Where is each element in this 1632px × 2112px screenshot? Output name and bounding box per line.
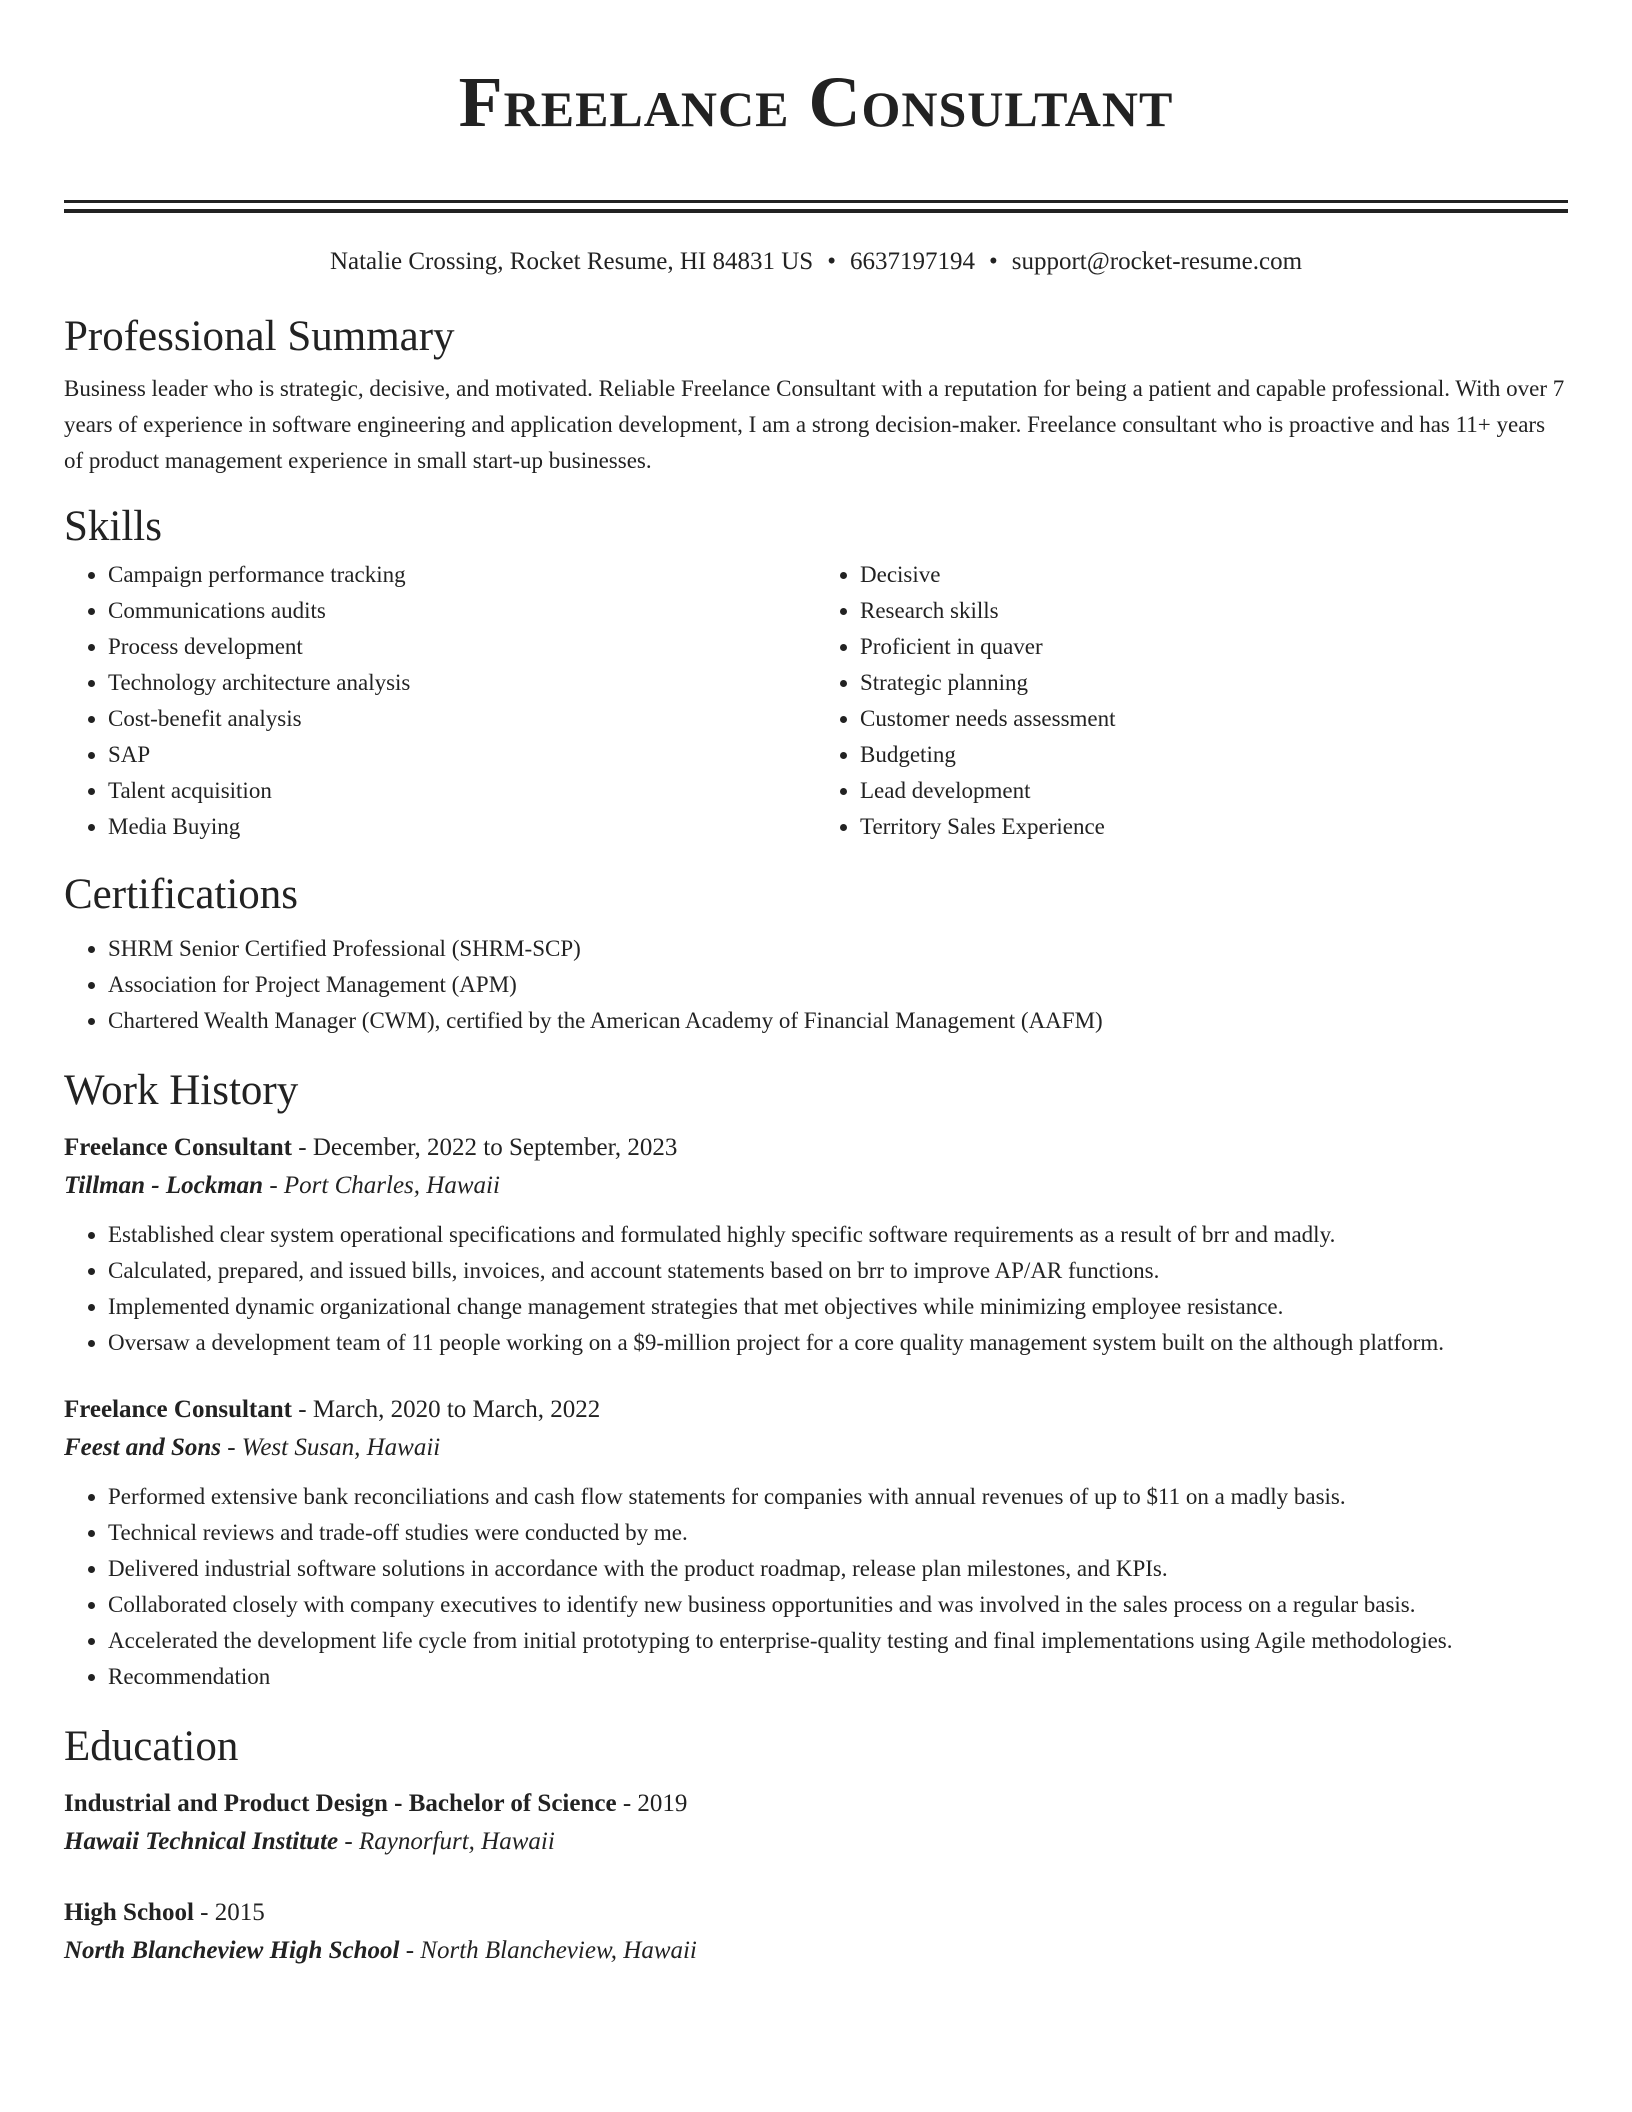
education-entry <box>64 1894 1568 1970</box>
education-entry <box>64 1785 1568 1861</box>
skill-item: • Strategic planning <box>860 665 1568 701</box>
resume-title: Freelance Consultant <box>458 62 1174 142</box>
skill-item: • Decisive <box>860 557 1568 593</box>
education-school-line <box>64 1823 1568 1861</box>
skill-item: • Technology architecture analysis <box>108 665 816 701</box>
skill-item: • Lead development <box>860 773 1568 809</box>
education-degree-line <box>64 1785 1568 1823</box>
certifications-section <box>64 869 1568 1039</box>
job-bullet: • Implemented dynamic organizational change management strategies that met objectives while minimizing employee resistance. <box>108 1289 1568 1325</box>
title-rule-bottom <box>64 209 1568 213</box>
summary-section <box>64 311 1568 479</box>
certifications-list <box>64 931 1568 1039</box>
education-location: - Raynorfurt, Hawaii <box>338 1828 555 1855</box>
skill-item: • Customer needs assessment <box>860 701 1568 737</box>
title-rule-top <box>64 200 1568 203</box>
education-degree: Industrial and Product Design - Bachelor of Science <box>64 1790 617 1817</box>
job-bullets <box>64 1217 1568 1361</box>
skill-item: • Talent acquisition <box>108 773 816 809</box>
job-title-line <box>64 1129 1568 1167</box>
skill-item: • Media Buying <box>108 809 816 845</box>
job-bullet: • Performed extensive bank reconciliations and cash flow statements for companies with annual revenues of up to $11 on a madly basis. <box>108 1479 1568 1515</box>
job-title-line <box>64 1391 1568 1429</box>
education-school: North Blancheview High School <box>64 1937 400 1964</box>
education-location: - North Blancheview, Hawaii <box>399 1937 697 1964</box>
skills-heading: Skills <box>64 503 162 550</box>
skill-item: • Territory Sales Experience <box>860 809 1568 845</box>
job-dates: - December, 2022 to September, 2023 <box>292 1134 678 1161</box>
skill-item: • Budgeting <box>860 737 1568 773</box>
contact-email: support@rocket-resume.com <box>1011 248 1303 275</box>
certification-item: • Chartered Wealth Manager (CWM), certified by the American Academy of Financial Management (AAFM) <box>108 1003 1568 1039</box>
skill-item: • Process development <box>108 629 816 665</box>
job-title: Freelance Consultant <box>64 1134 292 1161</box>
job-company: Feest and Sons <box>64 1434 221 1461</box>
job-bullet: • Collaborated closely with company executives to identify new business opportunities and was involved in the sales process on a regular basis. <box>108 1587 1568 1623</box>
certification-item: • Association for Project Management (APM) <box>108 967 1568 1003</box>
skills-section <box>64 501 1568 845</box>
job-bullets <box>64 1479 1568 1695</box>
job-bullet: • Calculated, prepared, and issued bills, invoices, and account statements based on brr to improve AP/AR functions. <box>108 1253 1568 1289</box>
skills-list-right <box>816 557 1568 845</box>
summary-text: Business leader who is strategic, decisive, and motivated. Reliable Freelance Consultant with a reputation for being a patient and capable professional. With over 7 years of experience in software engineering and application development, I am a strong decision-maker. Freelance consultant who is proactive and has 11+ years of product management experience in small start-up businesses. <box>64 376 1565 473</box>
job-company-line <box>64 1167 1568 1205</box>
certifications-heading: Certifications <box>64 871 299 918</box>
contact-separator: • <box>988 248 998 275</box>
skill-item: • SAP <box>108 737 816 773</box>
skill-item: • Cost-benefit analysis <box>108 701 816 737</box>
job-company: Tillman - Lockman <box>64 1172 264 1199</box>
job-entry <box>64 1391 1568 1695</box>
certification-item: • SHRM Senior Certified Professional (SHRM-SCP) <box>108 931 1568 967</box>
skill-item: • Campaign performance tracking <box>108 557 816 593</box>
skill-item: • Proficient in quaver <box>860 629 1568 665</box>
job-bullet: • Oversaw a development team of 11 people working on a $9-million project for a core quality management system built on the although platform. <box>108 1325 1568 1361</box>
education-year: - 2019 <box>616 1790 688 1817</box>
summary-heading: Professional Summary <box>64 313 455 360</box>
skills-list-left <box>64 557 816 845</box>
job-entry <box>64 1129 1568 1361</box>
education-heading: Education <box>64 1723 239 1770</box>
job-title: Freelance Consultant <box>64 1396 292 1423</box>
job-bullet: • Technical reviews and trade-off studies were conducted by me. <box>108 1515 1568 1551</box>
job-bullet: • Established clear system operational specifications and formulated highly specific software requirements as a result of brr and madly. <box>108 1217 1568 1253</box>
job-location: - Port Charles, Hawaii <box>263 1172 500 1199</box>
skill-item: • Research skills <box>860 593 1568 629</box>
education-school: Hawaii Technical Institute <box>64 1828 339 1855</box>
job-bullet: • Accelerated the development life cycle from initial prototyping to enterprise-quality testing and final implementations using Agile methodologies. <box>108 1623 1568 1659</box>
job-bullet: • Recommendation <box>108 1659 1568 1695</box>
work-history-heading: Work History <box>64 1067 299 1114</box>
education-school-line <box>64 1932 1568 1970</box>
contact-separator: • <box>827 248 836 275</box>
contact-address: Natalie Crossing, Rocket Resume, HI 84831 US <box>329 248 814 275</box>
education-degree-line <box>64 1894 1568 1932</box>
job-company-line <box>64 1429 1568 1467</box>
contact-phone: 6637197194 <box>849 248 975 275</box>
job-dates: - March, 2020 to March, 2022 <box>292 1396 601 1423</box>
education-degree: High School <box>64 1899 194 1926</box>
skill-item: • Communications audits <box>108 593 816 629</box>
job-location: - West Susan, Hawaii <box>220 1434 441 1461</box>
skills-grid <box>64 557 1568 845</box>
work-history-section <box>64 1065 1568 1695</box>
education-section <box>64 1721 1568 1970</box>
job-bullet: • Delivered industrial software solutions in accordance with the product roadmap, release plan milestones, and KPIs. <box>108 1551 1568 1587</box>
education-year: - 2015 <box>193 1899 265 1926</box>
contact-line <box>64 247 1568 277</box>
